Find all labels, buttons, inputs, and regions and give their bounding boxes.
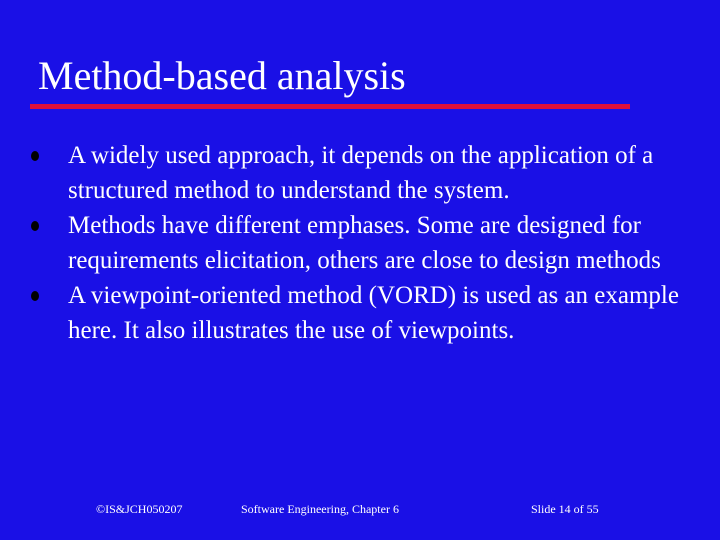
bullet-text: A viewpoint-oriented method (VORD) is used as an example here. It also illustrates the use of viewpoints. <box>68 282 679 344</box>
bullet-item <box>0 138 688 208</box>
bullet-text: Methods have different emphases. Some are designed for requirements elicitation, others are close to design methods <box>68 212 661 274</box>
slide-title: Method-based analysis <box>38 53 406 98</box>
footer-slide-number: Slide 14 of 55 <box>531 502 599 516</box>
bullet-dot-icon <box>31 151 39 161</box>
footer-course-title: Software Engineering, Chapter 6 <box>241 502 399 516</box>
bullet-dot-icon <box>31 291 39 301</box>
bullet-item <box>0 208 688 278</box>
bullet-list <box>0 138 720 348</box>
title-underline-rule <box>30 104 630 109</box>
bullet-text: A widely used approach, it depends on the application of a structured method to understand the system. <box>68 142 654 204</box>
bullet-dot-icon <box>31 221 39 231</box>
bullet-item <box>0 278 688 348</box>
footer-copyright: ©IS&JCH050207 <box>96 502 183 516</box>
